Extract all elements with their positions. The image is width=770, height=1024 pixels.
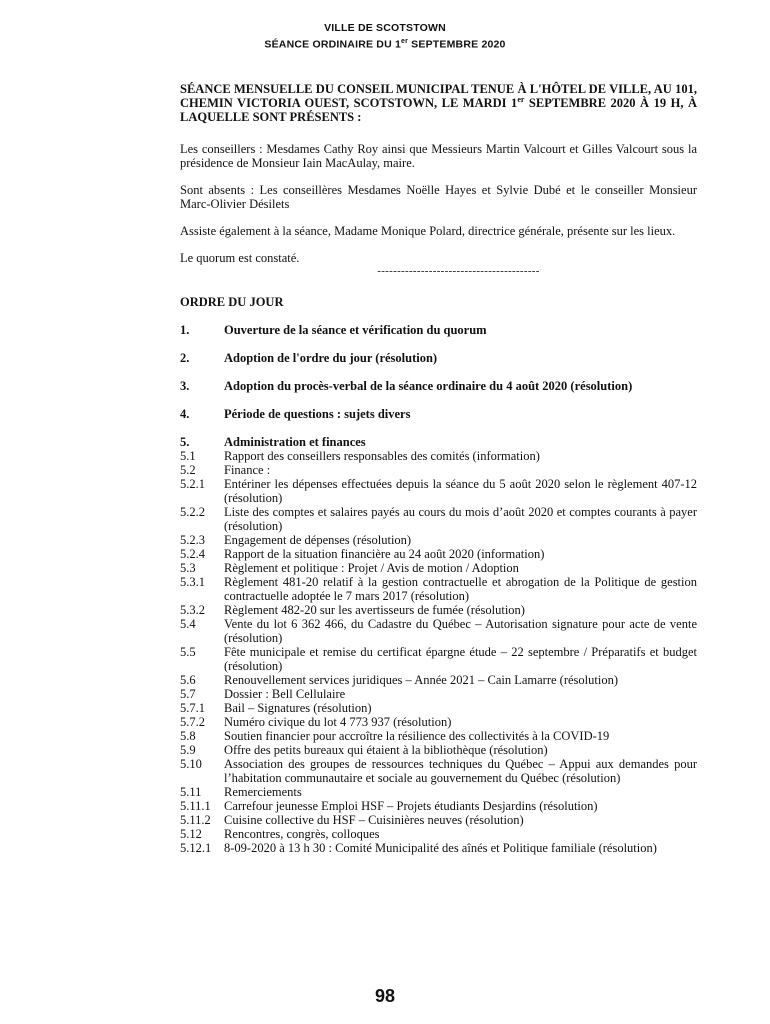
attendees-paragraph: Les conseillers : Mesdames Cathy Roy ainsi que Messieurs Martin Valcourt et Gilles Valcourt sous la présidence de Monsieur Iain MacAulay, maire.	[180, 142, 697, 170]
absents-paragraph: Sont absents : Les conseillères Mesdames Noëlle Hayes et Sylvie Dubé et le conseiller Monsieur Marc-Olivier Désilets	[180, 183, 697, 211]
agenda-subitem-number: 5.12.1	[180, 841, 212, 855]
agenda-item-text: Ouverture de la séance et vérification du quorum	[224, 323, 487, 337]
quorum-paragraph: Le quorum est constaté.	[180, 251, 300, 265]
agenda-subitem	[180, 743, 697, 757]
agenda-subitem-number: 5.1	[180, 449, 196, 463]
agenda-item	[180, 351, 697, 365]
agenda-subitem-number: 5.2.3	[180, 533, 205, 547]
agenda-subitem-text: Remerciements	[224, 785, 302, 799]
agenda-subitem-text: Règlement 481-20 relatif à la gestion contractuelle et abrogation de la Politique de gestion contractuelle adoptée le 7 mars 2017 (résolution)	[224, 575, 697, 603]
agenda-subitem	[180, 757, 697, 785]
agenda-subitem	[180, 547, 697, 561]
agenda-subitem-text: Engagement de dépenses (résolution)	[224, 533, 412, 547]
agenda-item-text: Adoption de l'ordre du jour (résolution)	[224, 351, 438, 365]
agenda-subitem-text: Finance :	[224, 463, 271, 477]
agenda-item-text: Adoption du procès-verbal de la séance ordinaire du 4 août 2020 (résolution)	[224, 379, 633, 393]
agenda-subitem-number: 5.12	[180, 827, 202, 841]
agenda-subitem	[180, 477, 697, 505]
agenda-subitem-text: Cuisine collective du HSF – Cuisinières neuves (résolution)	[224, 813, 524, 827]
agenda-item-number: 3.	[180, 379, 190, 393]
agenda-subitem-number: 5.9	[180, 743, 196, 757]
agenda-subitem-number: 5.11.1	[180, 799, 211, 813]
agenda-subitem-number: 5.4	[180, 617, 196, 631]
agenda-subitem	[180, 715, 697, 729]
agenda-subitem	[180, 729, 697, 743]
agenda-subitem	[180, 463, 697, 477]
header-session-text: SÉANCE ORDINAIRE DU 1	[264, 38, 402, 51]
agenda-subitem-text: Soutien financier pour accroître la résilience des collectivités à la COVID-19	[224, 729, 610, 743]
agenda-subitem-number: 5.10	[180, 757, 202, 771]
agenda-subitem-text: Carrefour jeunesse Emploi HSF – Projets étudiants Desjardins (résolution)	[224, 799, 598, 813]
agenda-subitem	[180, 645, 697, 673]
agenda-subitem-text: Rapport des conseillers responsables des comités (information)	[224, 449, 540, 463]
header-session	[0, 35, 770, 52]
agenda-subitem-number: 5.3	[180, 561, 196, 575]
agenda-subitem-text: Rencontres, congrès, colloques	[224, 827, 380, 841]
session-title-end: SEPTEMBRE 2020 À 19 H, À LAQUELLE SONT PRÉSENTS :	[180, 96, 697, 124]
session-title-text: SÉANCE MENSUELLE DU CONSEIL MUNICIPAL TENUE À L'HÔTEL DE VILLE, AU 101, CHEMIN VICTORIA OUEST, SCOTSTOWN, LE MARDI 1	[180, 82, 697, 110]
agenda-subitem	[180, 449, 697, 463]
agenda-subitem	[180, 505, 697, 533]
page-number: 98	[374, 986, 396, 1006]
agenda-item	[180, 323, 697, 337]
agenda-subitem-text: Règlement et politique : Projet / Avis de motion / Adoption	[224, 561, 519, 575]
agenda-subitem-text: Bail – Signatures (résolution)	[224, 701, 372, 715]
agenda-subitem-text: Dossier : Bell Cellulaire	[224, 687, 346, 701]
agenda-subitem	[180, 617, 697, 645]
agenda-subitem	[180, 673, 697, 687]
agenda-subitem-text: Liste des comptes et salaires payés au cours du mois d’août 2020 et comptes courants à payer (résolution)	[224, 505, 697, 533]
agenda-item-number: 2.	[180, 351, 190, 365]
agenda-item-number: 1.	[180, 323, 190, 337]
agenda-subitem	[180, 701, 697, 715]
agenda-subitem-number: 5.3.2	[180, 603, 205, 617]
agenda-subitem-number: 5.2.2	[180, 505, 205, 519]
page-header	[0, 22, 770, 52]
agenda-subitem	[180, 603, 697, 617]
header-municipality: VILLE DE SCOTSTOWN	[324, 22, 446, 34]
agenda-subitem-text: Entériner les dépenses effectuées depuis la séance du 5 août 2020 selon le règlement 407-12 (résolution)	[224, 477, 697, 505]
agenda-subitem	[180, 435, 697, 449]
staff-paragraph: Assiste également à la séance, Madame Monique Polard, directrice générale, présente sur les lieux.	[180, 224, 676, 238]
agenda-subitem	[180, 785, 697, 799]
agenda-title: ORDRE DU JOUR	[180, 295, 284, 309]
agenda-item	[180, 407, 697, 421]
agenda-subitem-text: Rapport de la situation financière au 24 août 2020 (information)	[224, 547, 545, 561]
agenda-subitem-number: 5.	[180, 435, 190, 449]
agenda-subitem-text: 8-09-2020 à 13 h 30 : Comité Municipalité des aînés et Politique familiale (résolution)	[224, 841, 657, 855]
agenda-subitem-text: Numéro civique du lot 4 773 937 (résolution)	[224, 715, 452, 729]
separator-line: -----------------------------------------	[377, 265, 540, 277]
agenda-item-number: 4.	[180, 407, 190, 421]
agenda-subitem-number: 5.6	[180, 673, 196, 687]
agenda-subitem-number: 5.11.2	[180, 813, 211, 827]
agenda-subitem-number: 5.8	[180, 729, 196, 743]
agenda-subitem	[180, 841, 697, 855]
agenda-subitem	[180, 827, 697, 841]
header-session-date: SEPTEMBRE 2020	[408, 38, 506, 51]
agenda-subitem-number: 5.2	[180, 463, 196, 477]
agenda-item	[180, 379, 697, 393]
agenda-subitem-text: Renouvellement services juridiques – Année 2021 – Cain Lamarre (résolution)	[224, 673, 618, 687]
agenda-subitem-number: 5.11	[180, 785, 202, 799]
agenda-subitem	[180, 533, 697, 547]
session-title	[180, 82, 697, 124]
agenda-subitem-text: Règlement 482-20 sur les avertisseurs de fumée (résolution)	[224, 603, 525, 617]
agenda-main-items	[180, 323, 697, 421]
agenda-subitem-number: 5.2.4	[180, 547, 205, 561]
agenda-subitem-text: Administration et finances	[224, 435, 366, 449]
agenda-subitem-number: 5.7.1	[180, 701, 205, 715]
session-title-sup: er	[517, 94, 525, 104]
agenda-subitem-number: 5.7.2	[180, 715, 205, 729]
agenda-section-5	[180, 435, 697, 855]
agenda-subitem	[180, 687, 697, 701]
header-session-sup: er	[401, 38, 409, 45]
agenda-subitem	[180, 813, 697, 827]
agenda-subitem	[180, 561, 697, 575]
agenda-subitem-number: 5.3.1	[180, 575, 205, 589]
agenda-subitem-text: Vente du lot 6 362 466, du Cadastre du Québec – Autorisation signature pour acte de vente (résolution)	[224, 617, 697, 645]
agenda-subitem-number: 5.5	[180, 645, 196, 659]
agenda-subitem-text: Offre des petits bureaux qui étaient à la bibliothèque (résolution)	[224, 743, 548, 757]
agenda-subitem-text: Association des groupes de ressources techniques du Québec – Appui aux demandes pour l’habitation communautaire et sociale au gouvernement du Québec (résolution)	[224, 757, 697, 785]
minutes-body	[180, 82, 697, 855]
agenda-subitem-text: Fête municipale et remise du certificat épargne étude – 22 septembre / Préparatifs et budget (résolution)	[224, 645, 697, 673]
agenda-subitem	[180, 575, 697, 603]
agenda-subitem-number: 5.7	[180, 687, 196, 701]
agenda-subitem-number: 5.2.1	[180, 477, 205, 491]
agenda-subitem	[180, 799, 697, 813]
agenda-item-text: Période de questions : sujets divers	[224, 407, 411, 421]
